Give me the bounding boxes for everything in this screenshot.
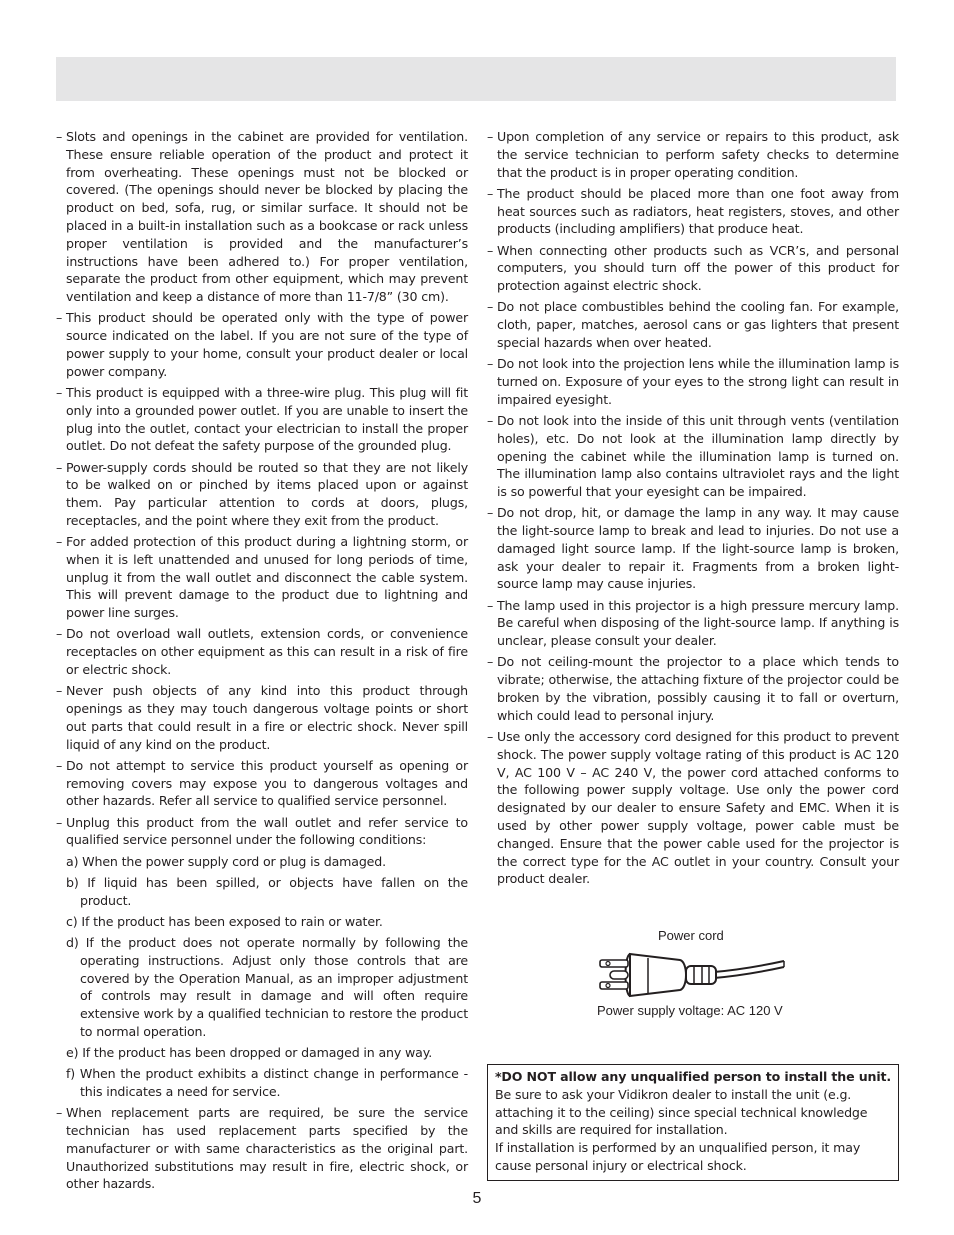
safety-item: – Do not place combustibles behind the cooling fan. For example, cloth, paper, matches, aerosol cans or gas lighters that present special hazards when over heated.: [487, 299, 899, 350]
safety-item: – Upon completion of any service or repairs to this product, ask the service technician to perform safety checks to determine that the product is in proper operating condition.: [487, 129, 899, 180]
safety-item: – Do not attempt to service this product yourself as opening or removing covers may expose you to dangerous voltages and other hazards. Refer all service to qualified service personnel.: [56, 757, 468, 809]
power-cord-figure: [560, 924, 840, 1024]
safety-item: – Do not overload wall outlets, extension cords, or convenience receptacles on other equipment as this can result in a risk of fire or electric shock.: [56, 626, 468, 678]
header-bar: [56, 57, 896, 101]
safety-item: – For added protection of this product during a lightning storm, or when it is left unattended and unused for long periods of time, unplug it from the wall outlet and disconnect the cable system. This will prevent damage to the product due to lightning and power line surges.: [56, 534, 468, 621]
service-condition: f) When the product exhibits a distinct change in performance - this indicates a need for service.: [66, 1066, 468, 1100]
power-cord-label: Power cord: [658, 928, 724, 943]
safety-item: – The lamp used in this projector is a high pressure mercury lamp. Be careful when disposing of the light-source lamp. If anything is unclear, please consult your dealer.: [487, 597, 899, 649]
right-column: [487, 128, 899, 892]
safety-item: – Do not look into the projection lens while the illumination lamp is turned on. Exposure of your eyes to the strong light can result in impaired eyesight.: [487, 356, 899, 407]
page-number: 5: [472, 1190, 482, 1207]
safety-item: – When connecting other products such as VCR’s, and personal computers, you should turn off the power of this product for protection against electric shock.: [487, 242, 899, 294]
notice-text: Be sure to ask your Vidikron dealer to install the unit (e.g. attaching it to the ceiling) since special technical knowledge and skills are required for installation.: [495, 1086, 868, 1138]
power-plug-icon: [596, 946, 796, 1000]
safety-item: – This product should be operated only with the type of power source indicated on the label. If you are not sure of the type of power supply to your home, consult your product dealer or local power company.: [56, 310, 468, 379]
safety-item: – Do not look into the inside of this unit through vents (ventilation holes), etc. Do not look at the illumination lamp directly by opening the cabinet while the illumination lamp is turned on. The illumination lamp also contains ultraviolet rays and the light is so powerful that your eyesight can be impaired.: [487, 412, 899, 500]
safety-item: – Never push objects of any kind into this product through openings as they may touch dangerous voltage points or short out parts that could result in a fire or electric shock. Never spill liquid of any kind on the product.: [56, 683, 468, 752]
notice-heading: *DO NOT allow any unqualified person to install the unit.: [495, 1069, 892, 1084]
safety-item: – This product is equipped with a three-wire plug. This plug will fit only into a grounded power outlet. If you are unable to insert the plug into the outlet, contact your electrician to install the proper outlet. Do not defeat the safety purpose of the grounded plug.: [56, 384, 468, 454]
service-condition: b) If liquid has been spilled, or objects have fallen on the product.: [66, 874, 468, 908]
service-condition: a) When the power supply cord or plug is damaged.: [66, 853, 386, 869]
safety-item: – The product should be placed more than one foot away from heat sources such as radiators, heat registers, stoves, and other products (including amplifiers) that produce heat.: [487, 185, 899, 237]
left-column: [56, 128, 468, 1197]
service-condition: e) If the product has been dropped or damaged in any way.: [66, 1045, 433, 1061]
safety-item: – Power-supply cords should be routed so that they are not likely to be walked on or pinched by items placed upon or against them. Pay particular attention to cords at doors, plugs, receptacles, and the point where they exit from the product.: [56, 459, 468, 528]
safety-item: – Use only the accessory cord designed for this product to prevent shock. The power supply voltage rating of this product is AC 120 V, AC 100 V – AC 240 V, the power cord attached conforms to the following power supply voltage. Use only the power cord designated by our dealer to ensure Safety and EMC. When it is used by other power supply voltage, power cable must be changed. Ensure that the power cable used for the projector is the correct type for the AC outlet in your country. Consult your product dealer.: [487, 729, 899, 887]
notice-text: If installation is performed by an unqualified person, it may cause personal injury or electrical shock.: [495, 1140, 861, 1173]
installation-notice: [487, 1064, 899, 1181]
voltage-label: Power supply voltage: AC 120 V: [597, 1003, 783, 1018]
safety-item: – Slots and openings in the cabinet are provided for ventilation. These ensure reliable operation of the product and protect it from overheating. These openings must not be blocked or covered. (The openings should never be blocked by placing the product on bed, sofa, rug, or similar surface. It should not be placed in a built-in installation such as a bookcase or rack unless proper ventilation is provided and the manufacturer’s instructions have been adhered to.) For proper ventilation, separate the product from other equipment, which may prevent ventilation and keep a distance of more than 11-7/8” (30 cm).: [56, 129, 468, 305]
safety-item: – Do not drop, hit, or damage the lamp in any way. It may cause the light-source lamp to break and lead to injuries. Do not use a damaged light source lamp. If the light-source lamp is broken, ask your dealer to repair it. Fragments from a broken light-source lamp may cause injuries.: [487, 505, 899, 592]
safety-item: – Do not ceiling-mount the projector to a place which tends to vibrate; otherwise, the attaching fixture of the projector could be broken by the vibration, possibly causing it to fall or overturn, which could lead to personal injury.: [487, 654, 899, 723]
service-condition: c) If the product has been exposed to rain or water.: [66, 913, 383, 929]
safety-item: – When replacement parts are required, be sure the service technician has used replacement parts specified by the manufacturer or with same characteristics as the original part. Unauthorized substitutions may result in fire, electric shock, or other hazards.: [56, 1105, 468, 1192]
safety-item: – Unplug this product from the wall outlet and refer service to qualified service personnel under the following conditions:: [56, 814, 468, 848]
service-condition: d) If the product does not operate normally by following the operating instructions. Adjust only those controls that are covered by the Operation Manual, as an improper adjustment of controls may result in damage and will often require extensive work by a qualified technician to restore the product to normal operation.: [66, 934, 468, 1039]
